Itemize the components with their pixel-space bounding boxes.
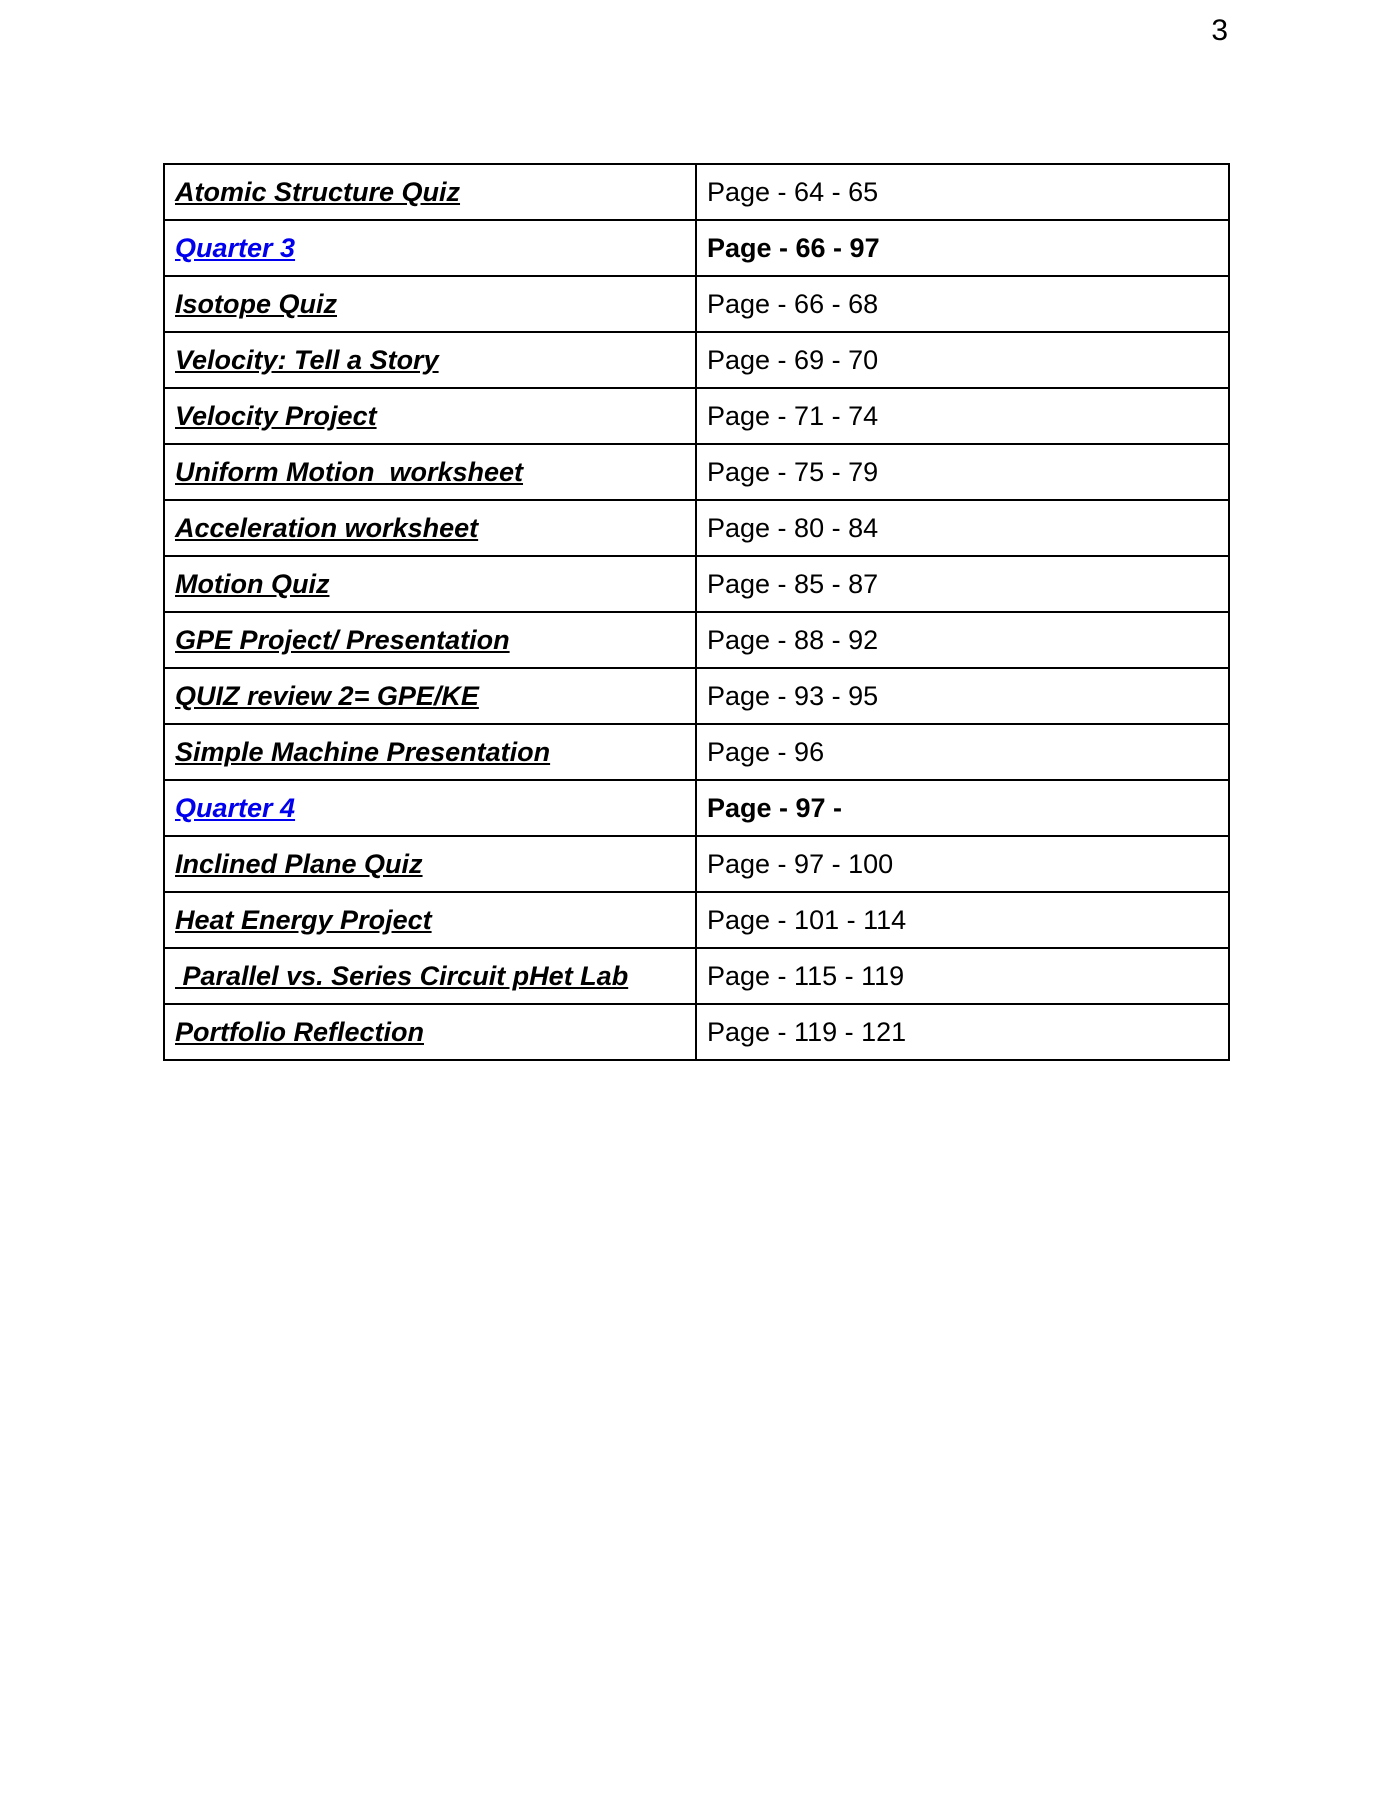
toc-page-range: Page - 71 - 74 (707, 401, 879, 431)
toc-title-cell (164, 556, 696, 612)
toc-pages-cell (696, 668, 1229, 724)
toc-entry-title: Motion Quiz (175, 569, 330, 599)
table-row (164, 948, 1229, 1004)
toc-title-cell (164, 500, 696, 556)
toc-pages-cell (696, 500, 1229, 556)
toc-title-cell (164, 612, 696, 668)
toc-entry-title: Heat Energy Project (175, 905, 432, 935)
toc-entry-title: Portfolio Reflection (175, 1017, 424, 1047)
toc-page-range: Page - 85 - 87 (707, 569, 879, 599)
toc-title-cell (164, 836, 696, 892)
toc-page-range: Page - 115 - 119 (707, 961, 905, 991)
toc-page-range: Page - 93 - 95 (707, 681, 879, 711)
table-row (164, 1004, 1229, 1060)
toc-title-cell (164, 1004, 696, 1060)
toc-page-range: Page - 64 - 65 (707, 177, 879, 207)
toc-title-cell (164, 444, 696, 500)
toc-entry-title: Atomic Structure Quiz (175, 177, 461, 207)
toc-page-range: Page - 97 - (707, 793, 843, 823)
table-row (164, 444, 1229, 500)
toc-page-range: Page - 69 - 70 (707, 345, 879, 375)
table-row (164, 836, 1229, 892)
table-row (164, 612, 1229, 668)
toc-pages-cell (696, 1004, 1229, 1060)
toc-entry-title: QUIZ review 2= GPE/KE (175, 681, 479, 711)
toc-page-range: Page - 97 - 100 (707, 849, 894, 879)
toc-pages-cell (696, 388, 1229, 444)
toc-page-range: Page - 119 - 121 (707, 1017, 907, 1047)
toc-entry-title: Simple Machine Presentation (175, 737, 551, 767)
toc-page-range: Page - 66 - 68 (707, 289, 879, 319)
toc-title-cell (164, 724, 696, 780)
toc-pages-cell (696, 444, 1229, 500)
table-row (164, 332, 1229, 388)
toc-title-cell (164, 948, 696, 1004)
toc-title-cell (164, 220, 696, 276)
toc-pages-cell (696, 892, 1229, 948)
toc-section-link[interactable]: Quarter 4 (175, 793, 296, 823)
toc-page-range: Page - 88 - 92 (707, 625, 879, 655)
toc-entry-title: GPE Project/ Presentation (175, 625, 510, 655)
toc-pages-cell (696, 276, 1229, 332)
table-row (164, 388, 1229, 444)
toc-pages-cell (696, 164, 1229, 220)
toc-pages-cell (696, 780, 1229, 836)
toc-page-range: Page - 101 - 114 (707, 905, 907, 935)
page-number: 3 (1211, 14, 1228, 47)
toc-entry-title: Acceleration worksheet (175, 513, 479, 543)
table-row (164, 668, 1229, 724)
toc-pages-cell (696, 724, 1229, 780)
toc-pages-cell (696, 220, 1229, 276)
toc-page-range: Page - 66 - 97 (707, 233, 880, 263)
toc-title-cell (164, 780, 696, 836)
toc-title-cell (164, 332, 696, 388)
table-row (164, 892, 1229, 948)
table-row (164, 164, 1229, 220)
toc-title-cell (164, 164, 696, 220)
toc-entry-title: Parallel vs. Series Circuit pHet Lab (175, 961, 629, 991)
toc-pages-cell (696, 556, 1229, 612)
table-row (164, 780, 1229, 836)
toc-pages-cell (696, 836, 1229, 892)
table-row (164, 276, 1229, 332)
toc-entry-title: Uniform Motion worksheet (175, 457, 524, 487)
toc-entry-title: Inclined Plane Quiz (175, 849, 423, 879)
toc-page-range: Page - 75 - 79 (707, 457, 879, 487)
toc-title-cell (164, 892, 696, 948)
table-row (164, 220, 1229, 276)
toc-title-cell (164, 276, 696, 332)
toc-pages-cell (696, 332, 1229, 388)
toc-entry-title: Velocity Project (175, 401, 377, 431)
toc-title-cell (164, 668, 696, 724)
toc-entry-title: Velocity: Tell a Story (175, 345, 439, 375)
table-row (164, 500, 1229, 556)
table-row (164, 724, 1229, 780)
toc-section-link[interactable]: Quarter 3 (175, 233, 296, 263)
table-of-contents (163, 163, 1230, 1061)
table-row (164, 556, 1229, 612)
toc-pages-cell (696, 948, 1229, 1004)
toc-page-range: Page - 80 - 84 (707, 513, 879, 543)
toc-pages-cell (696, 612, 1229, 668)
toc-entry-title: Isotope Quiz (175, 289, 337, 319)
toc-title-cell (164, 388, 696, 444)
toc-page-range: Page - 96 (707, 737, 825, 767)
toc-body (164, 164, 1229, 1060)
